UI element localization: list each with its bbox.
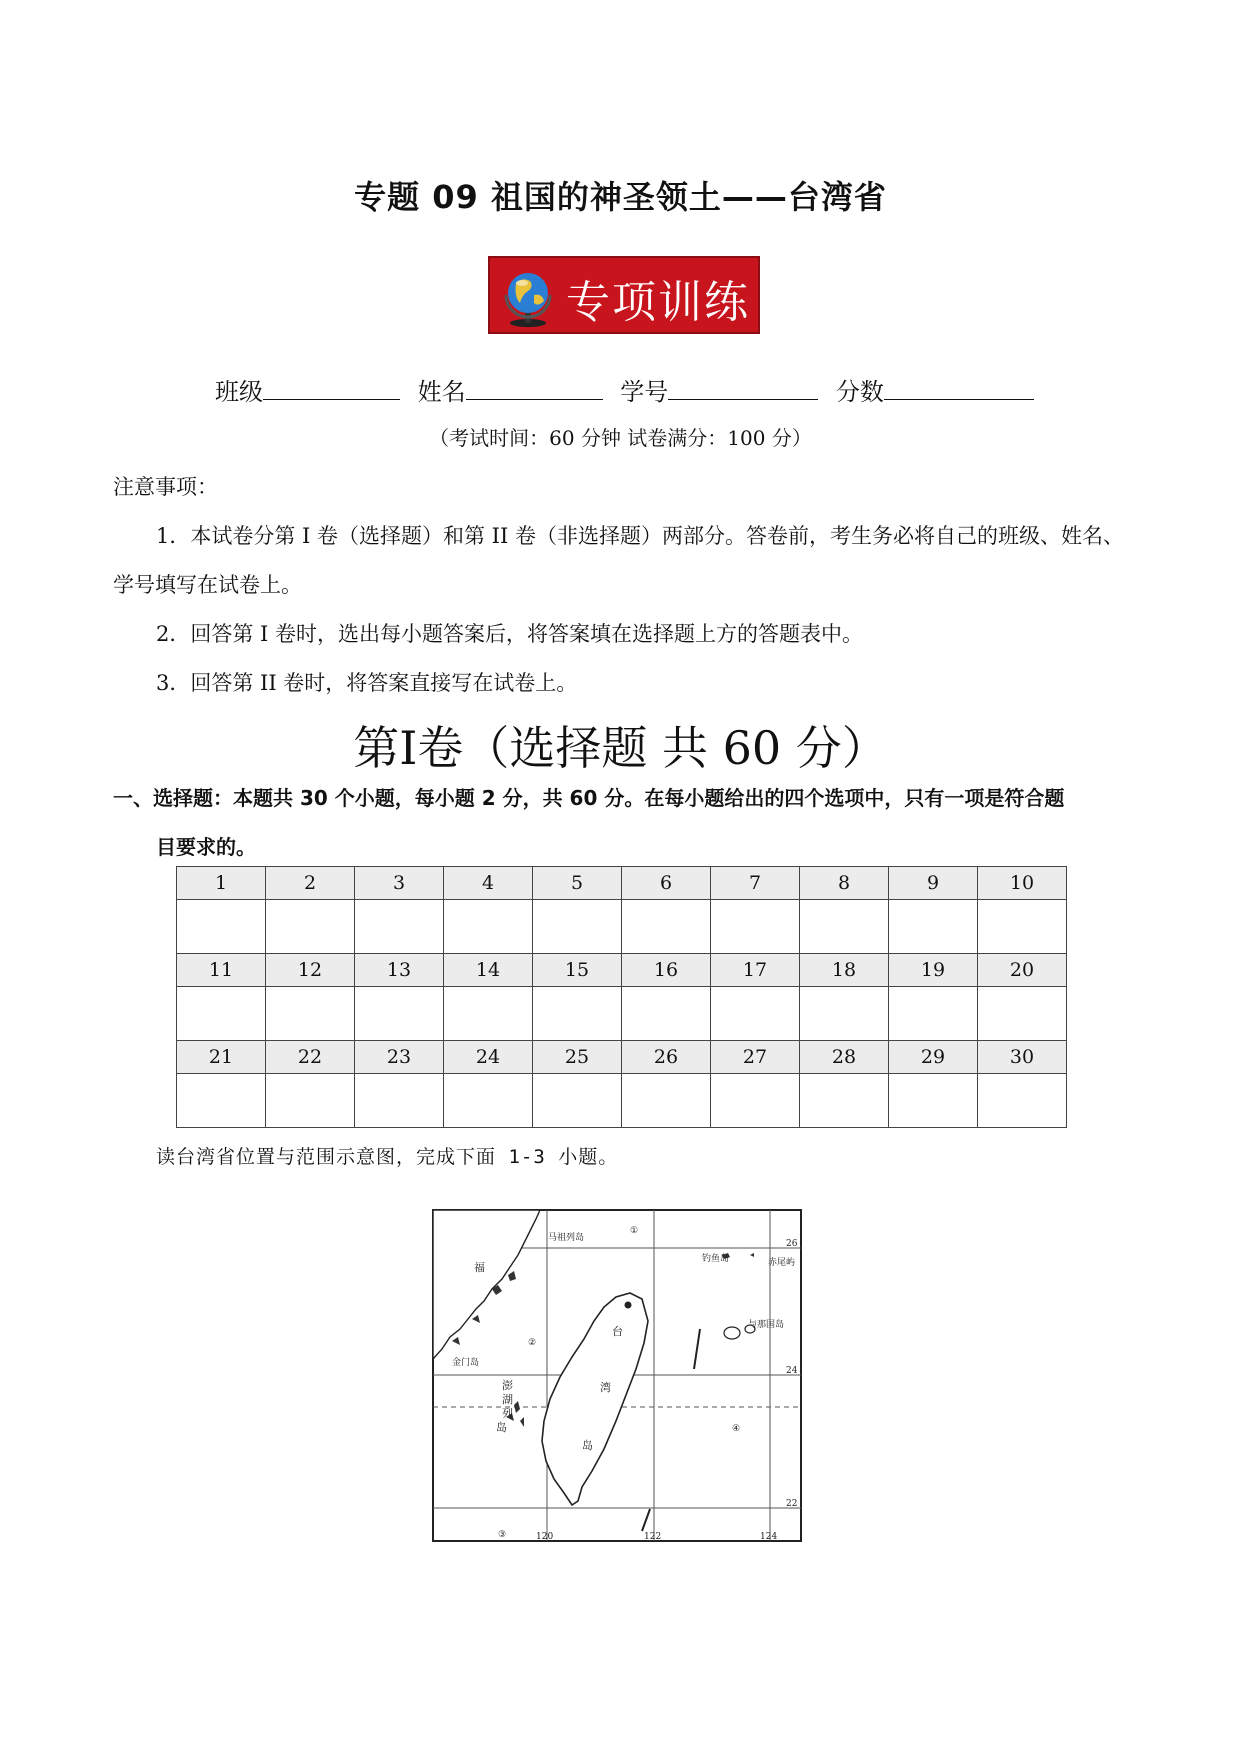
- question-number-cell: 16: [622, 954, 711, 987]
- label-penghu-2: 湖: [502, 1393, 513, 1406]
- question-number-cell: 4: [444, 867, 533, 900]
- question-number-row: [177, 954, 1067, 987]
- student-info-row: [215, 372, 1044, 407]
- notes-title: 注意事项：: [113, 475, 218, 499]
- question-number-cell: 10: [978, 867, 1067, 900]
- answer-cell[interactable]: [889, 987, 978, 1041]
- label-mazu: 马祖列岛: [548, 1233, 585, 1243]
- question-number-cell: 19: [889, 954, 978, 987]
- answer-cell[interactable]: [711, 900, 800, 954]
- question-number-cell: 28: [800, 1041, 889, 1074]
- answer-cell[interactable]: [177, 1074, 266, 1128]
- label-lon-120: 120: [536, 1532, 554, 1542]
- name-field[interactable]: [418, 372, 603, 407]
- score-label: 分数: [835, 378, 884, 406]
- question-number-cell: 30: [978, 1041, 1067, 1074]
- label-wan: 湾: [600, 1381, 611, 1394]
- question-number-cell: 22: [266, 1041, 355, 1074]
- banner: [488, 256, 760, 334]
- class-label: 班级: [215, 378, 263, 406]
- answer-cell[interactable]: [800, 987, 889, 1041]
- note-item-1-continued: 学号填写在试卷上。: [113, 573, 302, 597]
- question-number-cell: 11: [177, 954, 266, 987]
- answer-cell[interactable]: [177, 900, 266, 954]
- label-lat-24: 24: [786, 1366, 798, 1376]
- note-item-2: 2．回答第 I 卷时，选出每小题答案后，将答案填在选择题上方的答题表中。: [156, 622, 864, 646]
- page-title: 专题 09 祖国的神圣领土——台湾省: [354, 178, 887, 216]
- question-number-cell: 5: [533, 867, 622, 900]
- taipei-marker: [625, 1302, 632, 1309]
- name-label: 姓名: [417, 378, 466, 406]
- question-number-row: [177, 867, 1067, 900]
- answer-row: [177, 900, 1067, 954]
- answer-cell[interactable]: [889, 1074, 978, 1128]
- answer-cell[interactable]: [711, 987, 800, 1041]
- score-blank[interactable]: [884, 377, 1034, 400]
- question-number-cell: 17: [711, 954, 800, 987]
- question-number-cell: 21: [177, 1041, 266, 1074]
- score-field[interactable]: [836, 372, 1034, 407]
- question-number-cell: 1: [177, 867, 266, 900]
- name-blank[interactable]: [466, 377, 603, 400]
- label-tai: 台: [612, 1325, 623, 1338]
- question-number-cell: 20: [978, 954, 1067, 987]
- label-penghu-1: 澎: [502, 1379, 513, 1392]
- note-item-1: 1．本试卷分第 I 卷（选择题）和第 II 卷（非选择题）两部分。答卷前，考生务必将自己的班级、姓名、: [156, 524, 1124, 548]
- student-id-blank[interactable]: [668, 377, 818, 400]
- answer-cell[interactable]: [266, 1074, 355, 1128]
- answer-cell[interactable]: [711, 1074, 800, 1128]
- answer-table: [176, 866, 1067, 1128]
- label-circle-3: ③: [498, 1530, 507, 1540]
- label-diaoyu: 钓鱼岛: [702, 1254, 730, 1264]
- question-number-cell: 18: [800, 954, 889, 987]
- map-caption: 读台湾省位置与范围示意图，完成下面 1-3 小题。: [156, 1146, 619, 1168]
- question-number-cell: 12: [266, 954, 355, 987]
- label-yonaguni: 与那国岛: [748, 1320, 785, 1330]
- answer-cell[interactable]: [622, 1074, 711, 1128]
- label-lon-122: 122: [644, 1532, 662, 1542]
- answer-cell[interactable]: [978, 987, 1067, 1041]
- question-number-cell: 8: [800, 867, 889, 900]
- label-lon-124: 124: [760, 1532, 778, 1542]
- question-instruction-continued: 目要求的。: [156, 835, 256, 859]
- answer-cell[interactable]: [533, 900, 622, 954]
- question-number-cell: 14: [444, 954, 533, 987]
- answer-cell[interactable]: [355, 1074, 444, 1128]
- exam-time: （考试时间：60 分钟 试卷满分：100 分）: [429, 426, 812, 450]
- label-circle-4: ④: [732, 1424, 741, 1434]
- label-circle-2: ②: [528, 1338, 537, 1348]
- note-item-3: 3．回答第 II 卷时，将答案直接写在试卷上。: [156, 671, 578, 695]
- label-lat-26: 26: [786, 1239, 798, 1249]
- student-id-label: 学号: [620, 378, 669, 406]
- label-circle-1: ①: [630, 1226, 639, 1236]
- answer-cell[interactable]: [177, 987, 266, 1041]
- question-number-cell: 2: [266, 867, 355, 900]
- answer-cell[interactable]: [622, 987, 711, 1041]
- answer-cell[interactable]: [889, 900, 978, 954]
- label-lat-22: 22: [786, 1499, 798, 1509]
- question-number-cell: 25: [533, 1041, 622, 1074]
- answer-cell[interactable]: [444, 900, 533, 954]
- answer-cell[interactable]: [266, 987, 355, 1041]
- section-title: 第I卷（选择题 共 60 分）: [353, 721, 888, 775]
- taiwan-location-map: [432, 1209, 802, 1542]
- label-penghu-3: 列: [502, 1407, 513, 1420]
- yonaguni-island: [724, 1327, 740, 1339]
- question-number-cell: 23: [355, 1041, 444, 1074]
- question-number-cell: 15: [533, 954, 622, 987]
- answer-row: [177, 987, 1067, 1041]
- answer-cell[interactable]: [533, 1074, 622, 1128]
- banner-text: 专项训练: [566, 277, 750, 328]
- answer-cell[interactable]: [266, 900, 355, 954]
- label-dao: 岛: [582, 1439, 593, 1452]
- label-penghu-4: 岛: [496, 1421, 507, 1434]
- question-number-cell: 6: [622, 867, 711, 900]
- answer-cell[interactable]: [444, 987, 533, 1041]
- label-jinmen: 金门岛: [452, 1358, 480, 1368]
- class-field[interactable]: [215, 372, 400, 407]
- question-number-cell: 3: [355, 867, 444, 900]
- student-id-field[interactable]: [620, 372, 818, 407]
- class-blank[interactable]: [263, 377, 400, 400]
- answer-cell[interactable]: [800, 1074, 889, 1128]
- question-number-row: [177, 1041, 1067, 1074]
- question-number-cell: 26: [622, 1041, 711, 1074]
- answer-row: [177, 1074, 1067, 1128]
- answer-cell[interactable]: [444, 1074, 533, 1128]
- label-chiwei: 赤尾屿: [768, 1258, 796, 1268]
- answer-cell[interactable]: [800, 900, 889, 954]
- globe-icon: [498, 265, 558, 329]
- label-fujian: 福: [474, 1261, 485, 1274]
- question-number-cell: 27: [711, 1041, 800, 1074]
- question-number-cell: 13: [355, 954, 444, 987]
- answer-cell[interactable]: [622, 900, 711, 954]
- answer-cell[interactable]: [355, 987, 444, 1041]
- question-number-cell: 24: [444, 1041, 533, 1074]
- answer-cell[interactable]: [978, 1074, 1067, 1128]
- question-number-cell: 9: [889, 867, 978, 900]
- question-number-cell: 29: [889, 1041, 978, 1074]
- answer-cell[interactable]: [533, 987, 622, 1041]
- question-instruction: 一、选择题：本题共 30 个小题，每小题 2 分，共 60 分。在每小题给出的四个选项中，只有一项是符合题: [113, 786, 1065, 810]
- question-number-cell: 7: [711, 867, 800, 900]
- answer-cell[interactable]: [978, 900, 1067, 954]
- answer-cell[interactable]: [355, 900, 444, 954]
